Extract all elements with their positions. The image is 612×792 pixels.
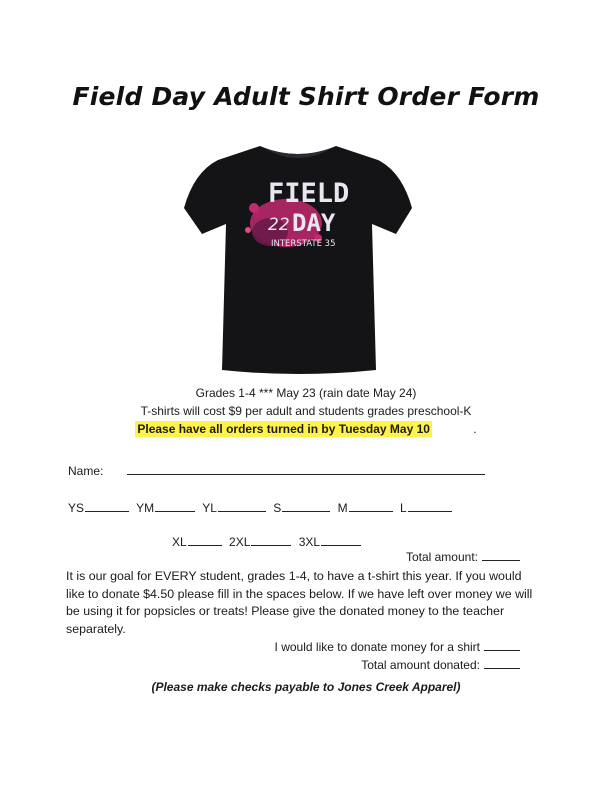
size-field-ym[interactable] <box>155 500 195 512</box>
size-field-ys[interactable] <box>85 500 129 512</box>
size-label-2xl: 2XL <box>229 535 251 549</box>
deadline-highlight: Please have all orders turned in by Tuesday May 10 <box>137 422 430 436</box>
size-label-xl: XL <box>172 535 187 549</box>
sizes-row-2 <box>172 534 365 549</box>
size-label-3xl: 3XL <box>298 535 321 549</box>
donate-row <box>275 639 520 654</box>
donate-label: I would like to donate money for a shirt <box>274 640 480 654</box>
size-label-l: L <box>400 501 407 515</box>
deadline-line: Please have all orders turned in by Tuesday May 10 . <box>137 422 477 436</box>
form-title: Field Day Adult Shirt Order Form <box>72 82 540 111</box>
size-label-m: M <box>337 501 348 515</box>
size-field-l[interactable] <box>408 500 452 512</box>
size-field-s[interactable] <box>282 500 330 512</box>
size-field-yl[interactable] <box>218 500 266 512</box>
shirt-line-interstate: INTERSTATE 35 <box>271 239 336 249</box>
price-line: T-shirts will cost $9 per adult and students grades preschool-K <box>140 404 472 418</box>
size-label-yl: YL <box>202 501 217 515</box>
size-field-3xl[interactable] <box>321 534 361 546</box>
total-amount-row <box>406 549 520 564</box>
checks-payable-note: (Please make checks payable to Jones Creek Apparel) <box>151 680 461 694</box>
total-donated-field[interactable] <box>484 657 520 669</box>
donate-field[interactable] <box>484 639 520 651</box>
name-row <box>68 463 489 478</box>
shirt-number: 22 <box>268 215 290 235</box>
shirt-line-field: FIELD <box>268 178 350 209</box>
donation-paragraph: It is our goal for EVERY student, grades 1-4, to have a t-shirt this year. If you would like to donate $4.50 please fill in the spaces below. If we have left over money we will be using it for popsicles or treats! Please give the donated money to the teacher separately. <box>66 569 533 636</box>
total-donated-label: Total amount donated: <box>361 658 480 672</box>
sizes-row-1 <box>68 500 456 515</box>
shirt-line-day: DAY <box>292 209 336 237</box>
total-amount-label: Total amount: <box>405 550 478 564</box>
size-field-m[interactable] <box>349 500 393 512</box>
size-label-ym: YM <box>136 501 155 515</box>
total-amount-field[interactable] <box>482 549 520 561</box>
total-donated-row <box>361 657 520 672</box>
size-label-ys: YS <box>68 501 85 515</box>
grades-date-line: Grades 1-4 *** May 23 (rain date May 24) <box>195 386 417 400</box>
size-field-xl[interactable] <box>188 534 222 546</box>
name-label: Name: <box>68 464 104 478</box>
name-field[interactable] <box>127 463 485 475</box>
field-day-shirt-image <box>182 138 414 376</box>
size-label-s: S <box>273 501 282 515</box>
size-field-2xl[interactable] <box>251 534 291 546</box>
